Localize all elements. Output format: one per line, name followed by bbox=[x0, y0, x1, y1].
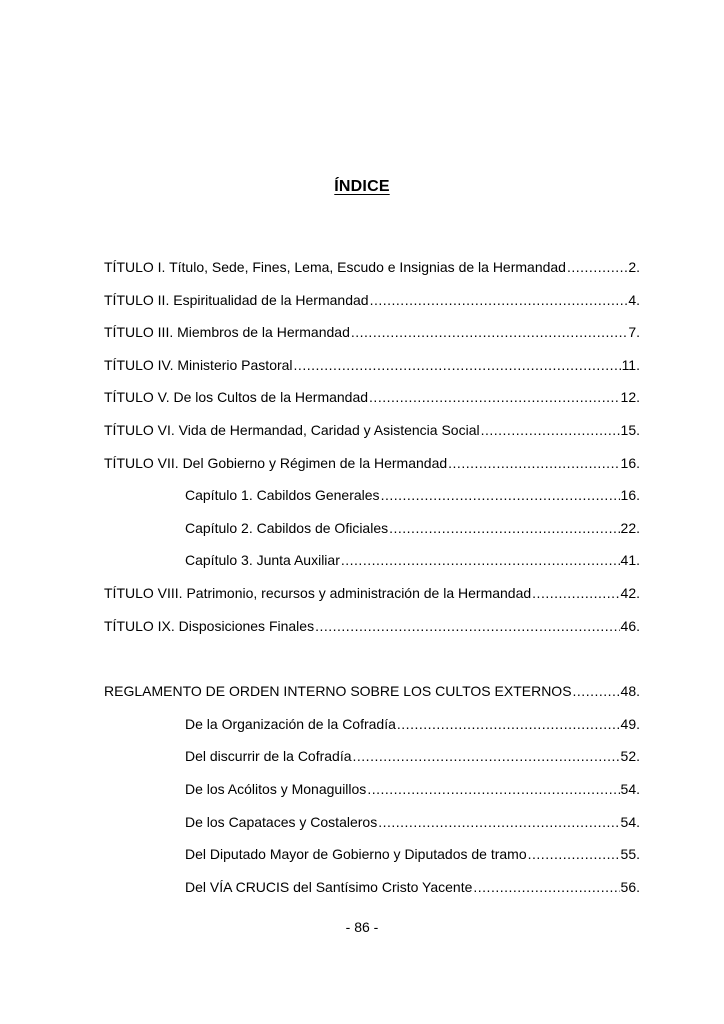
dot-leader bbox=[353, 740, 620, 773]
dot-leader bbox=[473, 871, 619, 904]
toc-entry-reglamento-sub-3 bbox=[104, 773, 640, 806]
toc-entry-page: 4. bbox=[628, 291, 640, 308]
dot-leader bbox=[481, 414, 620, 447]
toc-entry-label: TÍTULO III. Miembros de la Hermandad bbox=[104, 324, 350, 341]
toc-entry-label: TÍTULO VII. Del Gobierno y Régimen de la Hermandad bbox=[104, 454, 448, 471]
toc-entry-titulo-9 bbox=[104, 610, 640, 643]
toc-entry-label: REGLAMENTO DE ORDEN INTERNO SOBRE LOS CULTOS EXTERNOS bbox=[104, 683, 572, 700]
dot-leader bbox=[367, 773, 619, 806]
toc-entry-capitulo-2 bbox=[104, 512, 640, 545]
dot-leader bbox=[448, 447, 619, 480]
table-of-contents bbox=[104, 251, 640, 903]
toc-entry-page: 42. bbox=[620, 584, 640, 601]
toc-entry-page: 41. bbox=[620, 552, 640, 569]
toc-entry-titulo-6 bbox=[104, 414, 640, 447]
toc-entry-page: 16. bbox=[620, 454, 640, 471]
dot-leader bbox=[567, 251, 627, 284]
toc-entry-titulo-7 bbox=[104, 447, 640, 480]
toc-entry-label: TÍTULO V. De los Cultos de la Hermandad bbox=[104, 389, 369, 406]
dot-leader bbox=[369, 381, 619, 414]
toc-entry-label: TÍTULO VIII. Patrimonio, recursos y administración de la Hermandad bbox=[104, 584, 532, 601]
toc-entry-reglamento-sub-6 bbox=[104, 871, 640, 904]
dot-leader bbox=[378, 806, 619, 839]
toc-entry-titulo-3 bbox=[104, 316, 640, 349]
toc-entry-titulo-5 bbox=[104, 381, 640, 414]
dot-leader bbox=[532, 577, 619, 610]
toc-entry-label: Del VÍA CRUCIS del Santísimo Cristo Yacente bbox=[185, 878, 473, 895]
toc-entry-label: TÍTULO VI. Vida de Hermandad, Caridad y Asistencia Social bbox=[104, 421, 480, 438]
dot-leader bbox=[341, 544, 620, 577]
toc-entry-titulo-1 bbox=[104, 251, 640, 284]
dot-leader bbox=[294, 349, 621, 382]
toc-entry-label: Del discurrir de la Cofradía bbox=[185, 748, 352, 765]
toc-entry-label: De los Capataces y Costaleros bbox=[185, 813, 378, 830]
section-spacer bbox=[104, 642, 640, 675]
toc-entry-capitulo-1 bbox=[104, 479, 640, 512]
toc-entry-page: 48. bbox=[620, 683, 640, 700]
toc-entry-reglamento-sub-4 bbox=[104, 806, 640, 839]
dot-leader bbox=[397, 708, 620, 741]
toc-entry-page: 16. bbox=[620, 487, 640, 504]
toc-entry-reglamento-sub-2 bbox=[104, 740, 640, 773]
toc-entry-page: 12. bbox=[620, 389, 640, 406]
toc-entry-page: 46. bbox=[620, 617, 640, 634]
toc-entry-page: 15. bbox=[620, 421, 640, 438]
toc-entry-titulo-2 bbox=[104, 284, 640, 317]
dot-leader bbox=[573, 675, 620, 708]
dot-leader bbox=[528, 838, 620, 871]
toc-entry-label: TÍTULO IV. Ministerio Pastoral bbox=[104, 356, 293, 373]
dot-leader bbox=[370, 284, 628, 317]
toc-entry-page: 2. bbox=[628, 259, 640, 275]
toc-entry-reglamento-sub-5 bbox=[104, 838, 640, 871]
toc-entry-page: 11. bbox=[621, 356, 640, 373]
toc-entry-label: TÍTULO IX. Disposiciones Finales bbox=[104, 617, 315, 634]
dot-leader bbox=[315, 610, 619, 643]
toc-entry-label: De los Acólitos y Monaguillos bbox=[185, 780, 367, 797]
toc-entry-titulo-4 bbox=[104, 349, 640, 382]
toc-entry-label: TÍTULO II. Espiritualidad de la Hermandad bbox=[104, 291, 369, 308]
toc-entry-capitulo-3 bbox=[104, 544, 640, 577]
toc-entry-reglamento-sub-1 bbox=[104, 708, 640, 741]
dot-leader bbox=[389, 512, 619, 545]
dot-leader bbox=[381, 479, 620, 512]
toc-entry-label: Capítulo 3. Junta Auxiliar bbox=[185, 552, 340, 569]
toc-entry-page: 49. bbox=[620, 715, 640, 732]
toc-entry-page: 55. bbox=[620, 846, 640, 863]
toc-entry-page: 54. bbox=[620, 813, 640, 830]
toc-entry-label: Capítulo 1. Cabildos Generales bbox=[185, 487, 380, 504]
toc-entry-label: De la Organización de la Cofradía bbox=[185, 715, 396, 732]
toc-entry-reglamento bbox=[104, 675, 640, 708]
page-title: ÍNDICE bbox=[334, 178, 390, 195]
toc-entry-page: 7. bbox=[628, 324, 640, 341]
toc-entry-page: 54. bbox=[620, 780, 640, 797]
toc-entry-label: TÍTULO I. Título, Sede, Fines, Lema, Escudo e Insignias de la Hermandad bbox=[104, 259, 566, 275]
toc-entry-page: 52. bbox=[620, 748, 640, 765]
toc-entry-page: 56. bbox=[620, 878, 640, 895]
toc-entry-label: Del Diputado Mayor de Gobierno y Diputados de tramo bbox=[185, 846, 527, 863]
toc-entry-page: 22. bbox=[620, 519, 640, 536]
page-number: - 86 - bbox=[345, 919, 379, 935]
toc-entry-label: Capítulo 2. Cabildos de Oficiales bbox=[185, 519, 389, 536]
dot-leader bbox=[351, 316, 627, 349]
toc-entry-titulo-8 bbox=[104, 577, 640, 610]
